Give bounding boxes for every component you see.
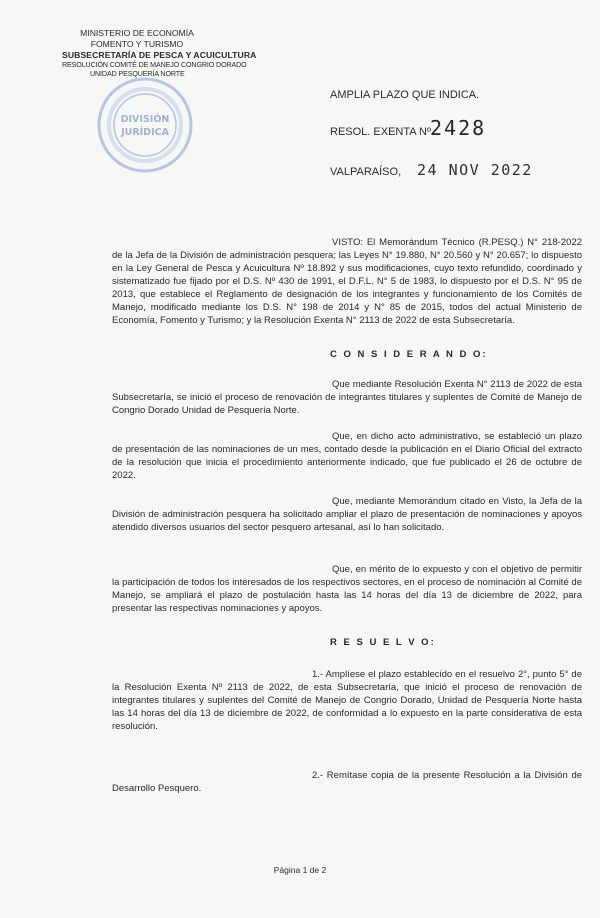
considerando-p2-lead: Que, en dicho acto administrativo, se estableció — [332, 431, 541, 442]
visto-text: 218-2022 de la Jefa de la División de administración pesquera; las Leyes N° 19.880, N° 20.560 y N° 20.657; lo dispuesto en la Ley General de Pesca y Acuicultura Nº 18.892 y sus modificaciones, cuyo texto refundido, coordinado y sistematizado fue fijado por el D.S. Nº 430 de 1991, el D.F.L. N° 5 de 1983, lo dispuesto por el D.S. N° 95 de 2013, que establece el Reglamento de designación de los integrantes y funcionamiento de los Comités de Manejo, modificado mediante los D.S. N° 198 de 2014 y N° 85 de 2015, todos del actual Ministerio de Economía, Fomento y Turismo; y la Resolución Exenta N° 2113 de 2022 de esta Subsecretaría. — [112, 237, 583, 326]
considerando-p1 — [112, 378, 582, 417]
ministry-subline: FOMENTO Y TURISMO — [90, 39, 184, 49]
considerando-p4 — [112, 563, 582, 615]
considerando-p3-text: Jefa de la División de administración pesquera ha solicitado ampliar el plazo de presentación de nominaciones y apoyos atendido diversos usuarios del sector pesquero artesanal, así lo han solicitado. — [112, 496, 582, 533]
resuelvo-item-1 — [112, 668, 582, 733]
doc-title: AMPLIA PLAZO QUE INDICA. — [330, 89, 480, 101]
resuelvo-1-text: punto 5° de la Resolución Exenta Nº 2113 de 2022, de esta Subsecretaría, que inició el proceso de renovación de integrantes titulares y suplentes del Comité de Manejo de Congrio Dorado, Unidad de Pesquería Norte hasta las 14 horas del día 13 de diciembre de 2022, de conformidad a lo expuesto en la parte considerativa de esta resolución. — [112, 669, 582, 732]
visto-section — [112, 236, 582, 327]
subsecretaria-line: SUBSECRETARÍA DE PESCA Y ACUICULTURA — [62, 50, 257, 60]
svg-text:JURÍDICA: JURÍDICA — [121, 127, 169, 138]
considerando-p4-lead: Que, en mérito de lo expuesto y con el objetivo — [332, 564, 534, 575]
considerando-p2 — [112, 430, 582, 482]
svg-text:DIVISIÓN: DIVISIÓN — [120, 114, 170, 125]
considerando-p3 — [112, 495, 582, 534]
considerando-p3-lead: Que, mediante Memorándum citado en Visto, la — [332, 496, 537, 507]
resolution-committee-line: RESOLUCIÓN COMITÉ DE MANEJO CONGRIO DORADO — [62, 61, 247, 69]
resuelvo-1-lead: 1.- Amplíese el plazo establecido en el resuelvo 2°, — [312, 669, 530, 680]
city-label: VALPARAÍSO, — [330, 166, 402, 178]
considerando-p1-lead: Que mediante Resolución Exenta N° 2113 de — [332, 379, 524, 390]
page-number: Página 1 de 2 — [273, 865, 327, 875]
letterhead — [62, 28, 262, 79]
resuelvo-item-2 — [112, 769, 582, 795]
division-juridica-stamp — [95, 75, 195, 175]
resuelvo-2-text: División de Desarrollo Pesquero. — [112, 770, 583, 794]
resolution-label: RESOL. EXENTA Nº — [330, 126, 432, 138]
resolution-line — [330, 116, 580, 140]
ministry-line: MINISTERIO DE ECONOMÍA — [80, 28, 194, 38]
considerando-p4-text: de permitir la participación de todos los interesados de los respectivos sectores, en el proceso de nominación al Comité de Manejo, se ampliará el plazo de postulación hasta las 14 horas del día 13 de diciembre de 2022, para presentar las respectivas nominaciones y apoyos. — [112, 564, 582, 614]
fishery-unit-line: UNIDAD PESQUERÍA NORTE — [90, 70, 185, 78]
resuelvo-heading: R E S U E L V O: — [330, 637, 436, 648]
resolution-number: 2428 — [430, 116, 487, 140]
resuelvo-2-lead: 2.- Remítase copia de la presente Resolución a la — [312, 770, 531, 781]
place-date-line — [330, 161, 580, 179]
doc-meta — [330, 88, 580, 179]
considerando-p1-text: 2022 de esta Subsecretaría, se inició el proceso de renovación de integrantes titulares y suplentes de Comité de Manejo de Congrio Dorado Unidad de Pesquería Norte. — [112, 379, 583, 416]
issue-date: 24 NOV 2022 — [417, 161, 533, 179]
page-footer — [0, 865, 600, 875]
considerando-heading: C O N S I D E R A N D O: — [330, 349, 488, 360]
visto-lead: VISTO: El Memorándum Técnico (R.PESQ.) N° — [332, 237, 538, 248]
considerando-p2-text: un plazo de presentación de las nominaciones de un mes, contado desde la publicación en el Diario Oficial del extracto de la resolución que inicia el procedimiento anteriormente indicado, que fue publicado el 26 de octubre de 2022. — [112, 431, 582, 481]
